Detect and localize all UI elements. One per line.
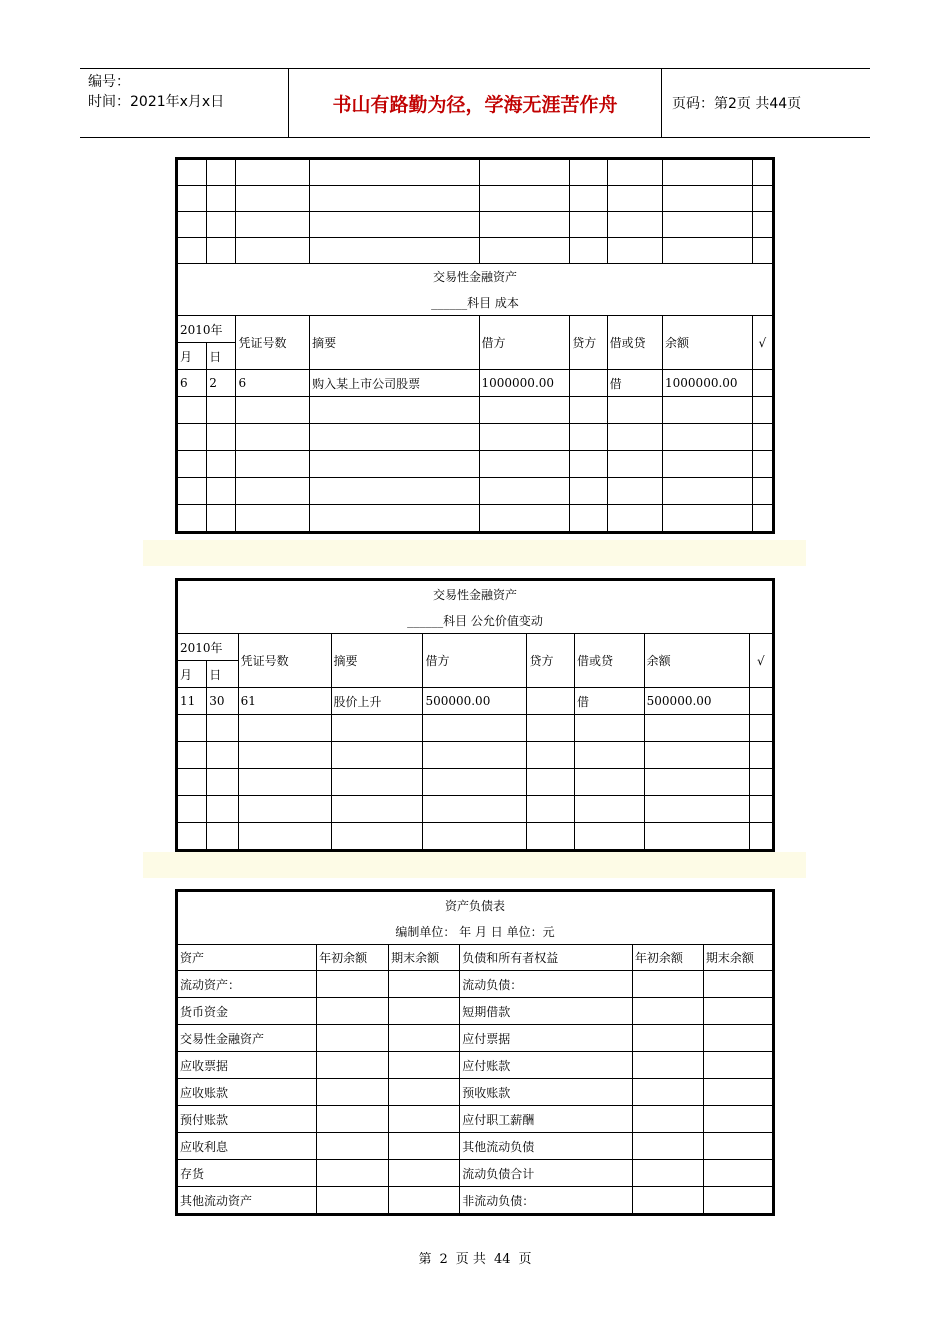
blank-cell bbox=[178, 160, 206, 185]
blank-cell bbox=[527, 769, 573, 795]
cell-balance: 1000000.00 bbox=[663, 370, 752, 396]
blank-row bbox=[178, 424, 772, 450]
year-header: 2010年 bbox=[178, 316, 235, 342]
balance-sheet-subtitle: 编制单位： 年 月 日 单位：元 bbox=[395, 924, 555, 939]
blank-row bbox=[178, 212, 772, 237]
blank-row bbox=[178, 186, 772, 211]
balance-sheet-title-block bbox=[178, 892, 772, 944]
blank-cell bbox=[236, 397, 309, 423]
voucher-header: 凭证号数 bbox=[239, 634, 331, 687]
cell-credit bbox=[570, 370, 606, 396]
asset-closing-balance bbox=[389, 998, 459, 1024]
blank-cell bbox=[663, 212, 752, 237]
blank-cell bbox=[310, 397, 478, 423]
cell-dr-cr: 借 bbox=[608, 370, 662, 396]
asset-closing-balance bbox=[389, 1052, 459, 1078]
blank-cell bbox=[480, 424, 570, 450]
blank-cell bbox=[750, 796, 772, 822]
blank-row bbox=[178, 796, 772, 822]
liability-closing-balance bbox=[704, 1052, 772, 1078]
liability-opening-balance bbox=[633, 1052, 703, 1078]
ledger-title-block bbox=[178, 264, 772, 315]
document-time: 时间：2021年x月x日 bbox=[88, 94, 225, 110]
blank-cell bbox=[178, 823, 206, 849]
day-header: 日 bbox=[207, 661, 237, 687]
cell-voucher: 6 bbox=[236, 370, 309, 396]
blank-cell bbox=[480, 212, 570, 237]
asset-opening-balance bbox=[317, 1025, 388, 1051]
cell-dr-cr: 借 bbox=[575, 688, 644, 714]
blank-cell bbox=[207, 796, 237, 822]
blank-cell bbox=[423, 742, 526, 768]
blank-cell bbox=[310, 451, 478, 477]
dr-cr-header: 借或贷 bbox=[608, 316, 662, 369]
liability-opening-balance bbox=[633, 1187, 703, 1213]
cell-balance: 500000.00 bbox=[645, 688, 749, 714]
blank-row bbox=[178, 769, 772, 795]
asset-opening-balance bbox=[317, 1106, 388, 1132]
blank-cell bbox=[207, 505, 235, 531]
asset-item: 其他流动资产 bbox=[178, 1187, 316, 1213]
footer-prefix: 第 bbox=[418, 1252, 432, 1267]
footer-total-pages: 44 bbox=[493, 1252, 511, 1267]
blank-cell bbox=[207, 742, 237, 768]
blank-cell bbox=[207, 424, 235, 450]
blank-cell bbox=[570, 478, 606, 504]
blank-cell bbox=[239, 715, 331, 741]
blank-cell bbox=[608, 505, 662, 531]
blank-cell bbox=[480, 186, 570, 211]
blank-cell bbox=[332, 823, 423, 849]
blank-cell bbox=[608, 424, 662, 450]
check-header: √ bbox=[753, 316, 772, 369]
credit-header: 贷方 bbox=[527, 634, 573, 687]
footer-suffix: 页 bbox=[518, 1252, 532, 1267]
asset-item: 货币资金 bbox=[178, 998, 316, 1024]
blank-cell bbox=[207, 212, 235, 237]
blank-row bbox=[178, 715, 772, 741]
cell-month: 6 bbox=[178, 370, 206, 396]
blank-cell bbox=[239, 769, 331, 795]
liability-closing-balance bbox=[704, 1160, 772, 1186]
blank-cell bbox=[753, 478, 772, 504]
blank-cell bbox=[750, 823, 772, 849]
asset-opening-balance bbox=[317, 1160, 388, 1186]
blank-cell bbox=[753, 212, 772, 237]
ledger-fair-value bbox=[175, 578, 775, 852]
blank-cell bbox=[753, 505, 772, 531]
ledger-title: 交易性金融资产 bbox=[432, 270, 517, 284]
blank-cell bbox=[332, 715, 423, 741]
blank-cell bbox=[332, 742, 423, 768]
blank-cell bbox=[663, 397, 752, 423]
separator-band bbox=[143, 540, 806, 566]
blank-cell bbox=[570, 424, 606, 450]
blank-cell bbox=[178, 238, 206, 263]
blank-cell bbox=[608, 212, 662, 237]
footer-middle: 页 共 bbox=[455, 1252, 486, 1267]
blank-cell bbox=[480, 160, 570, 185]
blank-cell bbox=[480, 478, 570, 504]
table-row bbox=[178, 1106, 772, 1132]
blank-cell bbox=[207, 823, 237, 849]
page-header bbox=[80, 68, 870, 138]
blank-cell bbox=[750, 715, 772, 741]
table-row bbox=[178, 1025, 772, 1051]
blank-cell bbox=[236, 238, 309, 263]
document-number: 编号： bbox=[88, 74, 130, 90]
blank-cell bbox=[310, 505, 478, 531]
blank-row bbox=[178, 451, 772, 477]
blank-cell bbox=[570, 505, 606, 531]
header-motto: 书山有路勤为径，学海无涯苦作舟 bbox=[288, 69, 662, 137]
blank-cell bbox=[663, 160, 752, 185]
ledger-subtitle: ______科目 成本 bbox=[431, 296, 519, 310]
blank-cell bbox=[753, 397, 772, 423]
blank-cell bbox=[608, 186, 662, 211]
blank-cell bbox=[236, 186, 309, 211]
cell-check bbox=[750, 688, 772, 714]
ledger-cost bbox=[175, 157, 775, 534]
blank-cell bbox=[236, 212, 309, 237]
asset-opening-header: 年初余额 bbox=[317, 945, 388, 970]
blank-cell bbox=[207, 397, 235, 423]
ledger-subtitle: ______科目 公允价值变动 bbox=[407, 613, 543, 628]
cell-day: 2 bbox=[207, 370, 235, 396]
blank-cell bbox=[480, 505, 570, 531]
asset-opening-balance bbox=[317, 1052, 388, 1078]
blank-cell bbox=[663, 451, 752, 477]
liability-item: 流动负债合计 bbox=[460, 1160, 632, 1186]
asset-closing-balance bbox=[389, 1160, 459, 1186]
cell-summary: 购入某上市公司股票 bbox=[310, 370, 478, 396]
blank-cell bbox=[178, 478, 206, 504]
blank-cell bbox=[310, 186, 478, 211]
cell-check bbox=[753, 370, 772, 396]
liability-opening-balance bbox=[633, 1025, 703, 1051]
blank-cell bbox=[570, 397, 606, 423]
cell-summary: 股价上升 bbox=[332, 688, 423, 714]
blank-cell bbox=[645, 715, 749, 741]
blank-cell bbox=[423, 796, 526, 822]
table-row bbox=[178, 1052, 772, 1078]
liability-closing-balance bbox=[704, 998, 772, 1024]
blank-cell bbox=[178, 715, 206, 741]
cell-voucher: 61 bbox=[239, 688, 331, 714]
blank-cell bbox=[239, 742, 331, 768]
blank-cell bbox=[527, 823, 573, 849]
liability-item: 应付票据 bbox=[460, 1025, 632, 1051]
table-row bbox=[178, 370, 772, 396]
blank-cell bbox=[178, 796, 206, 822]
blank-cell bbox=[236, 478, 309, 504]
asset-item: 应收票据 bbox=[178, 1052, 316, 1078]
liability-opening-balance bbox=[633, 1160, 703, 1186]
blank-row bbox=[178, 505, 772, 531]
blank-row bbox=[178, 160, 772, 185]
blank-cell bbox=[310, 424, 478, 450]
liabilities-header: 负债和所有者权益 bbox=[460, 945, 632, 970]
blank-cell bbox=[480, 238, 570, 263]
ledger-title-block bbox=[178, 581, 772, 633]
liability-item: 短期借款 bbox=[460, 998, 632, 1024]
blank-cell bbox=[570, 212, 606, 237]
asset-opening-balance bbox=[317, 1187, 388, 1213]
liability-opening-balance bbox=[633, 1133, 703, 1159]
blank-cell bbox=[575, 796, 644, 822]
blank-cell bbox=[608, 397, 662, 423]
debit-header: 借方 bbox=[480, 316, 570, 369]
summary-header: 摘要 bbox=[332, 634, 423, 687]
blank-cell bbox=[753, 186, 772, 211]
asset-opening-balance bbox=[317, 1079, 388, 1105]
blank-cell bbox=[753, 451, 772, 477]
asset-closing-header: 期末余额 bbox=[389, 945, 459, 970]
liability-closing-balance bbox=[704, 1025, 772, 1051]
blank-cell bbox=[207, 186, 235, 211]
blank-cell bbox=[663, 424, 752, 450]
asset-item: 应收利息 bbox=[178, 1133, 316, 1159]
blank-cell bbox=[527, 715, 573, 741]
blank-cell bbox=[570, 451, 606, 477]
dr-cr-header: 借或贷 bbox=[575, 634, 644, 687]
credit-header: 贷方 bbox=[570, 316, 606, 369]
blank-cell bbox=[570, 238, 606, 263]
blank-cell bbox=[753, 424, 772, 450]
blank-cell bbox=[608, 478, 662, 504]
asset-closing-balance bbox=[389, 1079, 459, 1105]
blank-cell bbox=[608, 238, 662, 263]
table-row bbox=[178, 971, 772, 997]
blank-cell bbox=[645, 823, 749, 849]
blank-cell bbox=[178, 424, 206, 450]
table-row bbox=[178, 1079, 772, 1105]
blank-cell bbox=[480, 397, 570, 423]
blank-cell bbox=[753, 238, 772, 263]
blank-cell bbox=[207, 715, 237, 741]
blank-cell bbox=[236, 160, 309, 185]
asset-closing-balance bbox=[389, 1187, 459, 1213]
blank-cell bbox=[750, 742, 772, 768]
asset-opening-balance bbox=[317, 998, 388, 1024]
header-meta bbox=[80, 69, 288, 137]
blank-cell bbox=[753, 160, 772, 185]
blank-cell bbox=[236, 505, 309, 531]
blank-row bbox=[178, 238, 772, 263]
cell-debit: 500000.00 bbox=[423, 688, 526, 714]
liability-opening-balance bbox=[633, 1079, 703, 1105]
blank-cell bbox=[207, 478, 235, 504]
blank-cell bbox=[310, 212, 478, 237]
blank-cell bbox=[178, 397, 206, 423]
blank-cell bbox=[570, 160, 606, 185]
blank-cell bbox=[207, 160, 235, 185]
liability-opening-header: 年初余额 bbox=[633, 945, 703, 970]
blank-cell bbox=[332, 796, 423, 822]
month-header: 月 bbox=[178, 343, 206, 369]
asset-opening-balance bbox=[317, 971, 388, 997]
liability-opening-balance bbox=[633, 998, 703, 1024]
asset-closing-balance bbox=[389, 971, 459, 997]
asset-item: 交易性金融资产 bbox=[178, 1025, 316, 1051]
blank-row bbox=[178, 478, 772, 504]
blank-cell bbox=[645, 742, 749, 768]
blank-cell bbox=[178, 451, 206, 477]
balance-header: 余额 bbox=[645, 634, 749, 687]
cell-credit bbox=[527, 688, 573, 714]
day-header: 日 bbox=[207, 343, 235, 369]
blank-cell bbox=[663, 238, 752, 263]
liability-item: 应付账款 bbox=[460, 1052, 632, 1078]
blank-cell bbox=[178, 186, 206, 211]
blank-cell bbox=[480, 451, 570, 477]
liability-item: 其他流动负债 bbox=[460, 1133, 632, 1159]
blank-cell bbox=[236, 451, 309, 477]
blank-cell bbox=[239, 823, 331, 849]
blank-cell bbox=[310, 478, 478, 504]
blank-cell bbox=[575, 823, 644, 849]
debit-header: 借方 bbox=[423, 634, 526, 687]
blank-cell bbox=[575, 769, 644, 795]
blank-row bbox=[178, 742, 772, 768]
blank-cell bbox=[527, 796, 573, 822]
table-row bbox=[178, 1160, 772, 1186]
cell-month: 11 bbox=[178, 688, 206, 714]
blank-cell bbox=[178, 505, 206, 531]
blank-cell bbox=[332, 769, 423, 795]
table-row bbox=[178, 1187, 772, 1213]
liability-closing-header: 期末余额 bbox=[704, 945, 772, 970]
asset-item: 应收账款 bbox=[178, 1079, 316, 1105]
blank-cell bbox=[310, 160, 478, 185]
table-row bbox=[178, 688, 772, 714]
asset-opening-balance bbox=[317, 1133, 388, 1159]
liability-item: 非流动负债： bbox=[460, 1187, 632, 1213]
liability-item: 预收账款 bbox=[460, 1079, 632, 1105]
blank-cell bbox=[570, 186, 606, 211]
blank-cell bbox=[663, 478, 752, 504]
summary-header: 摘要 bbox=[310, 316, 478, 369]
blank-cell bbox=[178, 769, 206, 795]
check-header: √ bbox=[750, 634, 772, 687]
liability-closing-balance bbox=[704, 1079, 772, 1105]
header-page-info: 页码：第2页 共44页 bbox=[672, 96, 802, 112]
blank-cell bbox=[663, 505, 752, 531]
balance-header: 余额 bbox=[663, 316, 752, 369]
blank-cell bbox=[608, 451, 662, 477]
blank-cell bbox=[239, 796, 331, 822]
blank-cell bbox=[575, 715, 644, 741]
table-row bbox=[178, 1133, 772, 1159]
blank-cell bbox=[178, 742, 206, 768]
page-footer bbox=[0, 1248, 950, 1267]
separator-band bbox=[143, 852, 806, 878]
blank-cell bbox=[178, 212, 206, 237]
liability-closing-balance bbox=[704, 1106, 772, 1132]
cell-debit: 1000000.00 bbox=[480, 370, 570, 396]
blank-cell bbox=[310, 238, 478, 263]
blank-cell bbox=[207, 451, 235, 477]
blank-cell bbox=[423, 823, 526, 849]
asset-item: 存货 bbox=[178, 1160, 316, 1186]
balance-sheet-title: 资产负债表 bbox=[444, 898, 505, 913]
liability-item: 流动负债： bbox=[460, 971, 632, 997]
liability-closing-balance bbox=[704, 971, 772, 997]
liability-closing-balance bbox=[704, 1187, 772, 1213]
blank-cell bbox=[575, 742, 644, 768]
month-header: 月 bbox=[178, 661, 206, 687]
blank-cell bbox=[423, 769, 526, 795]
liability-item: 应付职工薪酬 bbox=[460, 1106, 632, 1132]
year-header: 2010年 bbox=[178, 634, 238, 660]
blank-cell bbox=[527, 742, 573, 768]
footer-current-page: 2 bbox=[439, 1252, 448, 1267]
liability-opening-balance bbox=[633, 971, 703, 997]
voucher-header: 凭证号数 bbox=[236, 316, 309, 369]
blank-cell bbox=[207, 769, 237, 795]
blank-cell bbox=[608, 160, 662, 185]
asset-item: 流动资产： bbox=[178, 971, 316, 997]
cell-day: 30 bbox=[207, 688, 237, 714]
table-row bbox=[178, 998, 772, 1024]
blank-cell bbox=[236, 424, 309, 450]
blank-cell bbox=[750, 769, 772, 795]
asset-closing-balance bbox=[389, 1133, 459, 1159]
blank-cell bbox=[207, 238, 235, 263]
balance-sheet-header-row bbox=[178, 945, 772, 970]
blank-row bbox=[178, 397, 772, 423]
liability-opening-balance bbox=[633, 1106, 703, 1132]
blank-cell bbox=[663, 186, 752, 211]
assets-header: 资产 bbox=[178, 945, 316, 970]
balance-sheet bbox=[175, 889, 775, 1216]
ledger-title: 交易性金融资产 bbox=[432, 587, 517, 602]
blank-cell bbox=[423, 715, 526, 741]
blank-cell bbox=[645, 796, 749, 822]
asset-closing-balance bbox=[389, 1106, 459, 1132]
asset-closing-balance bbox=[389, 1025, 459, 1051]
liability-closing-balance bbox=[704, 1133, 772, 1159]
blank-cell bbox=[645, 769, 749, 795]
blank-row bbox=[178, 823, 772, 849]
asset-item: 预付账款 bbox=[178, 1106, 316, 1132]
